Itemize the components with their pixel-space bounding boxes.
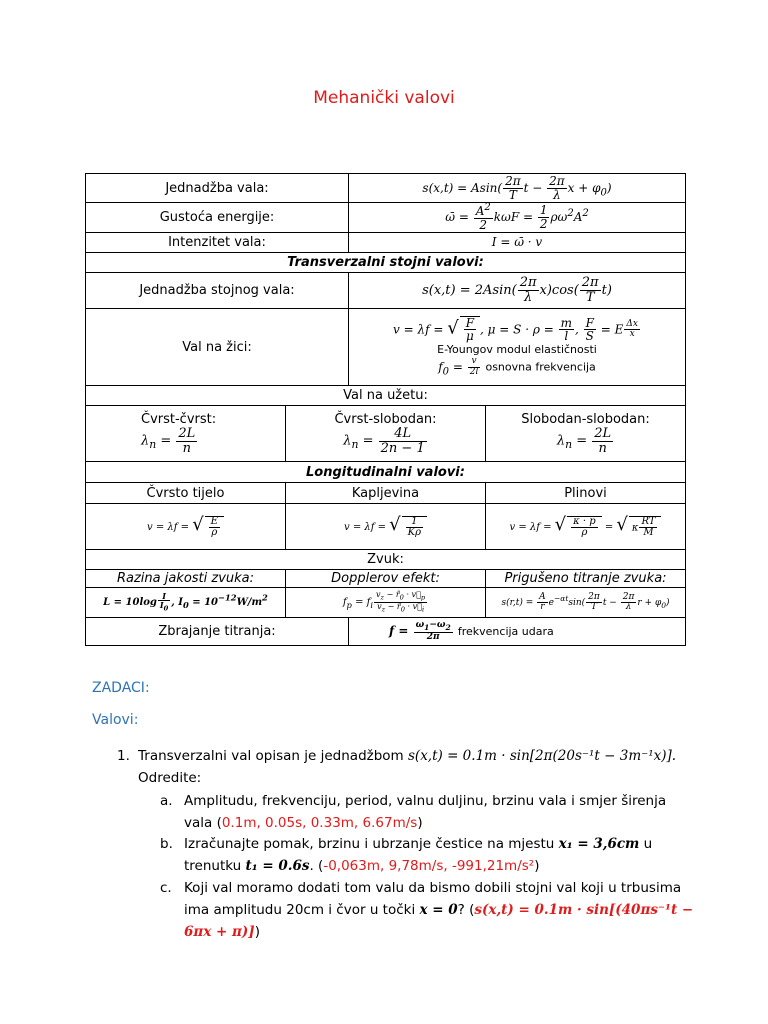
fixed-fixed-label: Čvrst-čvrst: <box>141 411 217 427</box>
oscillation-sum-label: Zbrajanje titranja: <box>86 618 349 646</box>
q1b-text1b: u <box>643 836 653 852</box>
fundamental-frequency-note: osnovna frekvencija <box>485 360 596 374</box>
wave-equation-formula: s(x,t) = Asin( $\frac{2\pi}{T}$ t − $\frac{2\pi}{\lambda}$ $x + \varphi_0$) <box>349 174 686 203</box>
section-longitudinal: Longitudinalni valovi: <box>86 462 686 483</box>
q1c-label: c. <box>160 880 172 896</box>
standing-wave-formula: s(x,t) = 2Asin( $\frac{2\pi}{\lambda}$ x)cos( $\frac{2\pi}{T}$ t) <box>349 273 686 309</box>
q1-text: Transverzalni val opisan je jednadžbom <box>138 748 404 764</box>
q1b-text1: Izračunajte pomak, brzinu i ubrzanje čestice na mjestu <box>184 836 555 852</box>
q1a-line2 <box>184 815 423 831</box>
solid-label: Čvrsto tijelo <box>86 483 286 504</box>
q1c-text1: Koji val moramo dodati tom valu da bismo dobili stojni val koji u trbusima <box>184 880 682 896</box>
q1a-label: a. <box>160 793 173 809</box>
damped-oscillation-label: Prigušeno titranje zvuka: <box>486 570 686 588</box>
q1b-close: ) <box>534 858 540 874</box>
tasks-heading: ZADACI: <box>92 680 150 696</box>
q1b-answer: -0,063m, 9,78m/s, -991,21m/s² <box>323 858 535 874</box>
q1-odredite: Odredite: <box>138 770 202 786</box>
doppler-label: Dopplerov efekt: <box>286 570 486 588</box>
beat-frequency-note: frekvencija udara <box>457 624 554 638</box>
q1-number: 1. <box>117 748 130 764</box>
q1a-close: ) <box>417 815 423 831</box>
q1b-eq1: x₁ = 3,6cm <box>558 836 640 852</box>
string-wave-label: Val na žici: <box>86 309 349 386</box>
free-free-cell: Slobodan-slobodan: $\lambda_n$ = $\frac{2L}{n}$ <box>486 406 686 462</box>
page-title: Mehanički valovi <box>313 88 455 108</box>
q1a-text2: vala ( <box>184 815 222 831</box>
wave-intensity-formula: I = ω̄ · v <box>349 233 686 253</box>
wave-equation-label: Jednadžba vala: <box>86 174 349 203</box>
q1b-text2b: . ( <box>309 858 324 874</box>
q1-equation: s(x,t) = 0.1m · sin[2π(20s⁻¹t − 3m⁻¹x)]. <box>408 748 677 764</box>
section-rope-wave: Val na užetu: <box>86 386 686 406</box>
string-wave-formula: v = λf = √ $\frac{F}{\mu}$ , μ = S · ρ = $\frac{m}{l}$ , $\frac{F}{S}$ = E $\frac{\Delta x}{x}$ E-Youngov modul elastičnosti $f_0$ = $\frac{v}{2l}$ osnovna frekvencija <box>349 309 686 386</box>
q1c-line2 <box>184 902 693 918</box>
fixed-free-cell: Čvrst-slobodan: $\lambda_n$ = $\frac{4L}{2n - 1}$ <box>286 406 486 462</box>
q1b-line2 <box>184 858 540 874</box>
q1c-eq: x = 0 <box>419 902 458 918</box>
sound-level-label: Razina jakosti zvuka: <box>86 570 286 588</box>
q1c-text2b: ? ( <box>457 902 475 918</box>
energy-density-formula: ω̄ = $\frac{A^2}{2}$ kωF = $\frac{1}{2}$ $\rho\omega^2A^2$ <box>349 203 686 233</box>
q1c-text2: ima amplitudu 20cm i čvor u točki <box>184 902 416 918</box>
damped-oscillation-formula: s(r,t) = $\frac{A}{r}$ $e^{-\alpha t}\sin$( $\frac{2\pi}{T}$ t − $\frac{2\pi}{\lambda}$ $r + \varphi_0$) <box>486 588 686 618</box>
young-modulus-note: E-Youngov modul elastičnosti <box>437 343 597 357</box>
q1b-text2: trenutku <box>184 858 242 874</box>
sound-level-formula: L = 10log $\frac{I}{I_0}$ , $I_0 = 10^{-12}W/m^2$ <box>86 588 286 618</box>
q1c-line3 <box>184 924 260 940</box>
gas-formula: v = λf = √ $\frac{\kappa \cdot p}{\rho}$ = √ κ $\frac{RT}{M}$ <box>486 504 686 550</box>
liquid-label: Kapljevina <box>286 483 486 504</box>
section-sound: Zvuk: <box>86 550 686 570</box>
liquid-formula: v = λf = √ $\frac{1}{K\rho}$ <box>286 504 486 550</box>
tasks-subheading: Valovi: <box>92 712 139 728</box>
q1c-answer2: 6πx + π)] <box>184 924 255 940</box>
q1a-text1: Amplitudu, frekvenciju, period, valnu duljinu, brzinu vala i smjer širenja <box>184 793 667 809</box>
gas-label: Plinovi <box>486 483 686 504</box>
solid-formula: v = λf = √ $\frac{E}{\rho}$ <box>86 504 286 550</box>
fixed-fixed-cell: Čvrst-čvrst: $\lambda_n$ = $\frac{2L}{n}$ <box>86 406 286 462</box>
fixed-free-label: Čvrst-slobodan: <box>334 411 437 427</box>
free-free-label: Slobodan-slobodan: <box>521 411 650 427</box>
q1c-answer1: s(x,t) = 0.1m · sin[(40πs⁻¹t − <box>474 902 694 918</box>
q1a-answer: 0.1m, 0.05s, 0.33m, 6.67m/s <box>221 815 418 831</box>
q1b-label: b. <box>160 836 173 852</box>
doppler-formula: $f_p = f_i$ $\frac{v_z - r̂_0 \cdot v⃗_p}{v_z - r̂_0 \cdot v⃗_i}$ <box>286 588 486 618</box>
q1-line1 <box>138 748 676 764</box>
wave-intensity-label: Intenzitet vala: <box>86 233 349 253</box>
q1b-eq2: t₁ = 0.6s <box>245 858 310 874</box>
standing-wave-label: Jednadžba stojnog vala: <box>86 273 349 309</box>
oscillation-sum-formula: f = $\frac{\omega_1-\omega_2}{2\pi}$ frekvencija udara <box>349 618 686 646</box>
energy-density-label: Gustoća energije: <box>86 203 349 233</box>
q1b-line1 <box>184 836 652 852</box>
formula-table <box>85 173 686 646</box>
section-standing-waves: Transverzalni stojni valovi: <box>86 253 686 273</box>
q1c-close: ) <box>254 924 260 940</box>
